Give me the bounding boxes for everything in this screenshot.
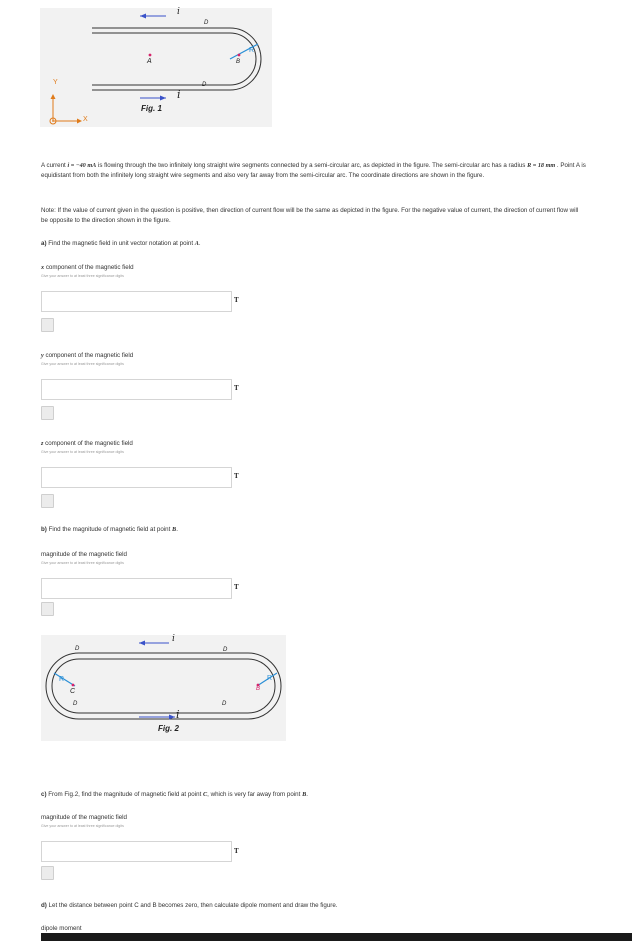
- part-a-prefix: a): [41, 240, 47, 247]
- problem-statement: [41, 161, 586, 181]
- x-component-check-button[interactable]: [41, 318, 54, 332]
- y-component-label: [41, 352, 133, 359]
- loop-inner: [52, 659, 275, 713]
- part-b-text: Find the magnitude of magnetic field at point: [46, 526, 173, 533]
- fig1-current-label-bottom: i: [177, 88, 181, 101]
- part-c-point-b: B: [302, 791, 307, 798]
- part-d-text: Let the distance between point C and B becomes zero, then calculate dipole moment and draw the figure.: [46, 902, 338, 909]
- part-c-hint: Give your answer to at least three significance digits: [41, 824, 124, 828]
- radius-symbol: R: [527, 162, 532, 169]
- y-component-unit: T: [234, 384, 239, 392]
- z-component-text: component of the magnetic field: [43, 440, 133, 447]
- part-b-point: B: [172, 526, 177, 533]
- intro-text-3: . Point A is equidistant from both the infinitely long straight wire segments and also very far away from the semi-circular arc. The coordinate directions are shown in the figure.: [41, 162, 586, 179]
- fig2-caption: Fig. 2: [158, 724, 179, 733]
- fig2-point-b-label: B: [256, 686, 261, 692]
- bottom-bar: [41, 933, 632, 941]
- fig1-radius-label: R: [249, 47, 255, 54]
- part-b-end: .: [176, 526, 178, 533]
- fig2-wire-label-1: D: [75, 646, 80, 652]
- z-component-unit: T: [234, 472, 239, 480]
- part-c-point-c: C: [203, 791, 208, 798]
- z-component-hint: Give your answer to at least three significance digits: [41, 450, 124, 454]
- fig2-radius-label-right: R: [267, 675, 273, 682]
- radius-value: = 18 mm: [531, 162, 556, 169]
- z-component-label: [41, 440, 133, 447]
- part-b-check-button[interactable]: [41, 602, 54, 616]
- part-b-question: [41, 526, 178, 533]
- part-d-prefix: d): [41, 902, 47, 909]
- part-d-label: dipole moment: [41, 925, 82, 932]
- intro-text-2: is flowing through the two infinitely long straight wire segments connected by a semi-circular arc, as depicted in the figure. The semi-circular arc has a radius: [96, 162, 528, 169]
- fig1-point-b-label: B: [236, 59, 241, 65]
- loop-outer: [46, 653, 281, 719]
- y-component-hint: Give your answer to at least three significance digits: [41, 362, 124, 366]
- part-c-input[interactable]: [41, 841, 232, 862]
- fig1-axis-x: X: [83, 116, 88, 123]
- y-component-text: component of the magnetic field: [43, 352, 134, 359]
- fig1-current-label-top: i: [177, 7, 180, 17]
- problem-note: Note: If the value of current given in the question is positive, then direction of current flow will be the same as depicted in the figure. For the negative value of current, the direction of current flow will be opposite to the direction shown in the figure.: [41, 207, 579, 224]
- x-var: x: [41, 264, 45, 271]
- fig2-point-c-label: C: [70, 688, 76, 695]
- intro-text-1: A current: [41, 162, 68, 169]
- part-c-question: [41, 791, 308, 798]
- x-component-text: component of the magnetic field: [44, 264, 134, 271]
- part-c-check-button[interactable]: [41, 866, 54, 880]
- y-component-input[interactable]: [41, 379, 232, 400]
- x-component-label: [41, 264, 134, 271]
- wire-inner: [92, 33, 256, 85]
- part-c-unit: T: [234, 847, 239, 855]
- part-a-question: [41, 240, 201, 247]
- fig2-wire-label-2: D: [223, 647, 228, 653]
- part-c-text: From Fig.2, find the magnitude of magnetic field at point: [46, 791, 204, 798]
- part-c-label: magnitude of the magnetic field: [41, 814, 127, 821]
- fig2-wire-label-4: D: [222, 701, 227, 707]
- part-c-end: .: [306, 791, 308, 798]
- x-component-hint: Give your answer to at least three significance digits: [41, 274, 124, 278]
- current-value: = −40 mA: [69, 162, 97, 169]
- x-component-unit: T: [234, 296, 239, 304]
- fig1-point-a-label: A: [147, 58, 152, 65]
- figure-2: [41, 635, 286, 741]
- figure-1: [40, 8, 272, 127]
- y-var: y: [41, 352, 44, 359]
- fig2-wire-label-3: D: [73, 701, 78, 707]
- part-b-input[interactable]: [41, 578, 232, 599]
- part-d-question: [41, 902, 338, 909]
- part-a-end: .: [198, 240, 201, 247]
- x-component-input[interactable]: [41, 291, 232, 312]
- fig1-caption: Fig. 1: [141, 104, 162, 113]
- part-c-prefix: c): [41, 791, 47, 798]
- part-a-text: Find the magnetic field in unit vector notation at point: [46, 240, 195, 247]
- fig2-current-label-bottom: i: [176, 708, 180, 721]
- part-c-text-2: , which is very far away from point: [207, 791, 303, 798]
- fig1-axis-y: Y: [53, 79, 58, 86]
- part-b-prefix: b): [41, 526, 47, 533]
- fig2-radius-label-left: R: [59, 676, 65, 683]
- part-a-point: A: [194, 240, 199, 247]
- current-symbol: i: [67, 162, 70, 169]
- z-component-check-button[interactable]: [41, 494, 54, 508]
- part-b-unit: T: [234, 583, 239, 591]
- fig1-wire-bottom-label: D: [202, 82, 207, 88]
- z-component-input[interactable]: [41, 467, 232, 488]
- y-component-check-button[interactable]: [41, 406, 54, 420]
- z-var: z: [41, 440, 44, 447]
- part-b-label: magnitude of the magnetic field: [41, 551, 127, 558]
- radius-line-left: [54, 673, 75, 686]
- fig1-wire-top-label: D: [204, 20, 209, 26]
- fig2-current-label-top: i: [172, 634, 175, 644]
- part-b-hint: Give your answer to at least three significance digits: [41, 561, 124, 565]
